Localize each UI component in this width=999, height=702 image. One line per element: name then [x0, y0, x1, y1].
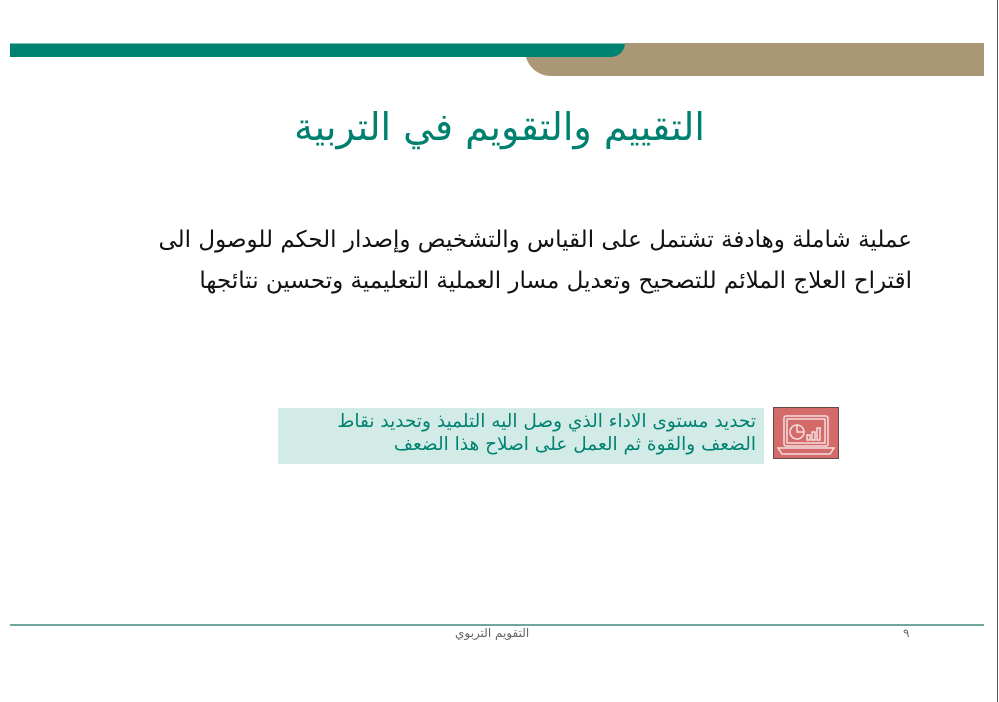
body-line: اقتراح العلاج الملائم للتصحيح وتعديل مسار العملية التعليمية وتحسين نتائجها	[199, 268, 912, 294]
callout-line: الضعف والقوة ثم العمل على اصلاح هذا الضعف	[393, 434, 756, 455]
laptop-chart-icon	[773, 407, 839, 459]
header-band-teal	[10, 43, 625, 57]
footer-title: التقويم التربوي	[455, 626, 530, 640]
page-number: ٩	[903, 626, 910, 640]
callout-line: تحديد مستوى الاداء الذي وصل اليه التلميذ وتحديد نقاط	[337, 411, 756, 432]
slide-body	[90, 220, 912, 302]
body-line: عملية شاملة وهادفة تشتمل على القياس والتشخيص وإصدار الحكم للوصول الى	[158, 227, 912, 253]
slide-title: التقييم والتقويم في التربية	[294, 105, 705, 149]
callout-box	[278, 408, 764, 464]
